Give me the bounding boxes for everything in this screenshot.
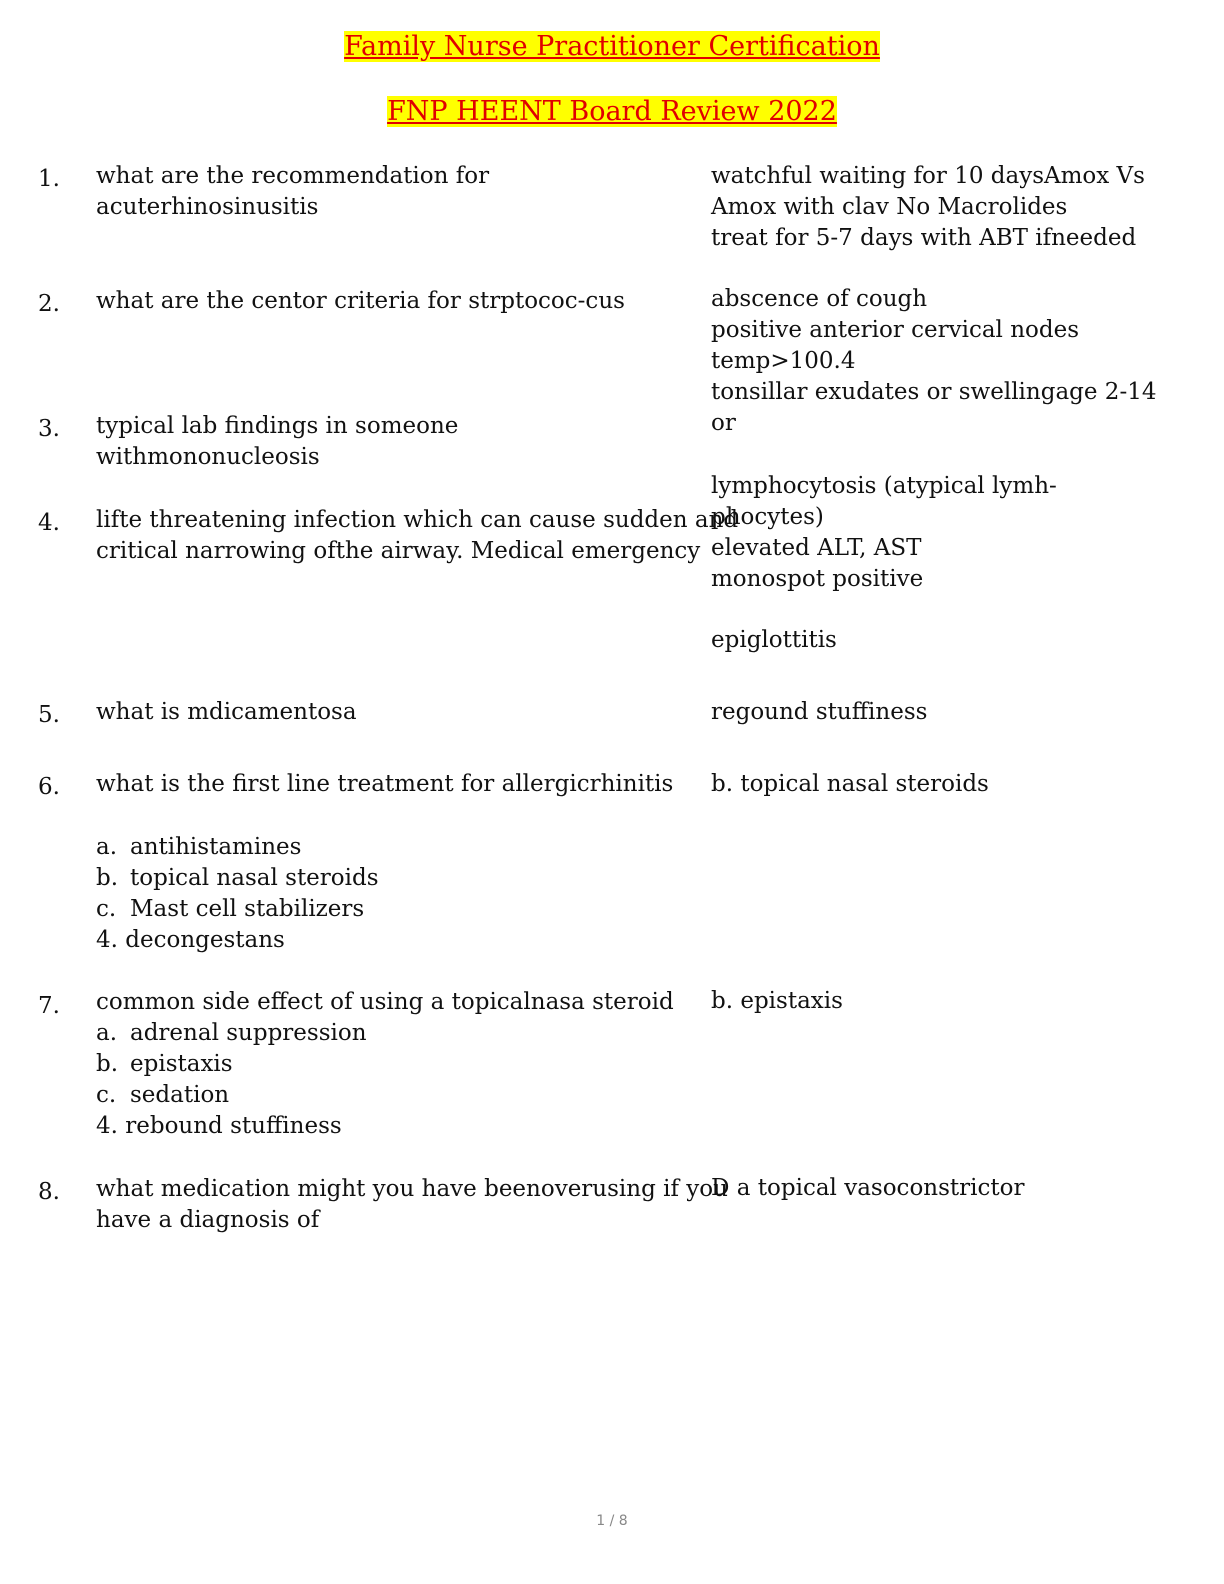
answer-line: monospot positive <box>711 566 924 592</box>
answer-block <box>711 284 1157 439</box>
option-text: 4. rebound stuffiness <box>96 1113 342 1139</box>
page-indicator: 1 / 8 <box>596 1513 628 1529</box>
answer-block <box>711 161 1145 254</box>
option-text: Mast cell stabilizers <box>130 896 365 922</box>
option-item <box>96 1018 686 1049</box>
option-text: antihistamines <box>130 834 302 860</box>
answer-line: Amox with clav No Macrolides <box>711 194 1068 220</box>
option-text: sedation <box>130 1082 230 1108</box>
options-list <box>96 1018 686 1142</box>
option-letter: b. <box>96 865 119 891</box>
answer-text: epiglottitis <box>711 627 837 653</box>
question-text: what is the first line treatment for allergicrhinitis <box>96 771 674 797</box>
answer-text: b. topical nasal steroids <box>711 771 989 797</box>
answer-text: D a topical vasoconstrictor <box>711 1175 1025 1201</box>
answer-line: tonsillar exudates or swellingage 2-14 <box>711 379 1157 405</box>
option-item <box>96 894 686 925</box>
question-text: common side effect of using a topicalnasa steroid <box>96 989 674 1015</box>
document-subtitle: FNP HEENT Board Review 2022 <box>387 96 837 127</box>
document-title: Family Nurse Practitioner Certification <box>344 31 880 62</box>
option-text: topical nasal steroids <box>130 865 379 891</box>
answer-block <box>711 471 1131 595</box>
answer-line: lymphocytosis (atypical lymh- <box>711 473 1057 499</box>
question-number: 8. <box>38 1179 60 1205</box>
option-letter: a. <box>96 1020 118 1046</box>
question-number: 2. <box>38 291 60 317</box>
question-line: lifte threatening infection which can cause sudden and <box>96 507 739 533</box>
question-text: what are the centor criteria for strptococ-cus <box>96 288 625 314</box>
question-line: critical narrowing ofthe airway. Medical emergency <box>96 538 701 564</box>
question-number: 4. <box>38 510 60 536</box>
answer-text: regound stuffiness <box>711 699 928 725</box>
question-line: what medication might you have beenoverusing if you <box>96 1176 728 1202</box>
option-letter: c. <box>96 1082 117 1108</box>
question-number: 1. <box>38 166 60 192</box>
option-letter: c. <box>96 896 117 922</box>
question-number: 3. <box>38 416 60 442</box>
option-item <box>96 1080 686 1111</box>
option-item <box>96 1111 686 1142</box>
answer-text: b. epistaxis <box>711 988 843 1014</box>
option-text: adrenal suppression <box>130 1020 367 1046</box>
option-text: epistaxis <box>130 1051 233 1077</box>
question-number: 7. <box>38 993 60 1019</box>
question-number: 5. <box>38 702 60 728</box>
option-letter: a. <box>96 834 118 860</box>
answer-line: elevated ALT, AST <box>711 535 922 561</box>
answer-line: abscence of cough <box>711 286 928 312</box>
question-number: 6. <box>38 774 60 800</box>
question-line: have a diagnosis of <box>96 1207 320 1233</box>
answer-line: phocytes) <box>711 504 824 530</box>
question-text <box>96 1174 728 1236</box>
answer-line: or <box>711 410 736 436</box>
option-letter: b. <box>96 1051 119 1077</box>
answer-line: treat for 5-7 days with ABT ifneeded <box>711 225 1137 251</box>
answer-line: temp>100.4 <box>711 348 856 374</box>
question-text: typical lab findings in someone withmononucleosis <box>96 413 459 470</box>
option-item <box>96 832 686 863</box>
question-text <box>96 505 739 567</box>
option-item <box>96 925 686 956</box>
answer-line: watchful waiting for 10 daysAmox Vs <box>711 163 1145 189</box>
question-text: what are the recommendation for acuterhinosinusitis <box>96 163 490 220</box>
question-text: what is mdicamentosa <box>96 699 357 725</box>
option-item <box>96 1049 686 1080</box>
answer-line: positive anterior cervical nodes <box>711 317 1080 343</box>
options-list <box>96 832 686 956</box>
option-item <box>96 863 686 894</box>
option-text: 4. decongestans <box>96 927 285 953</box>
